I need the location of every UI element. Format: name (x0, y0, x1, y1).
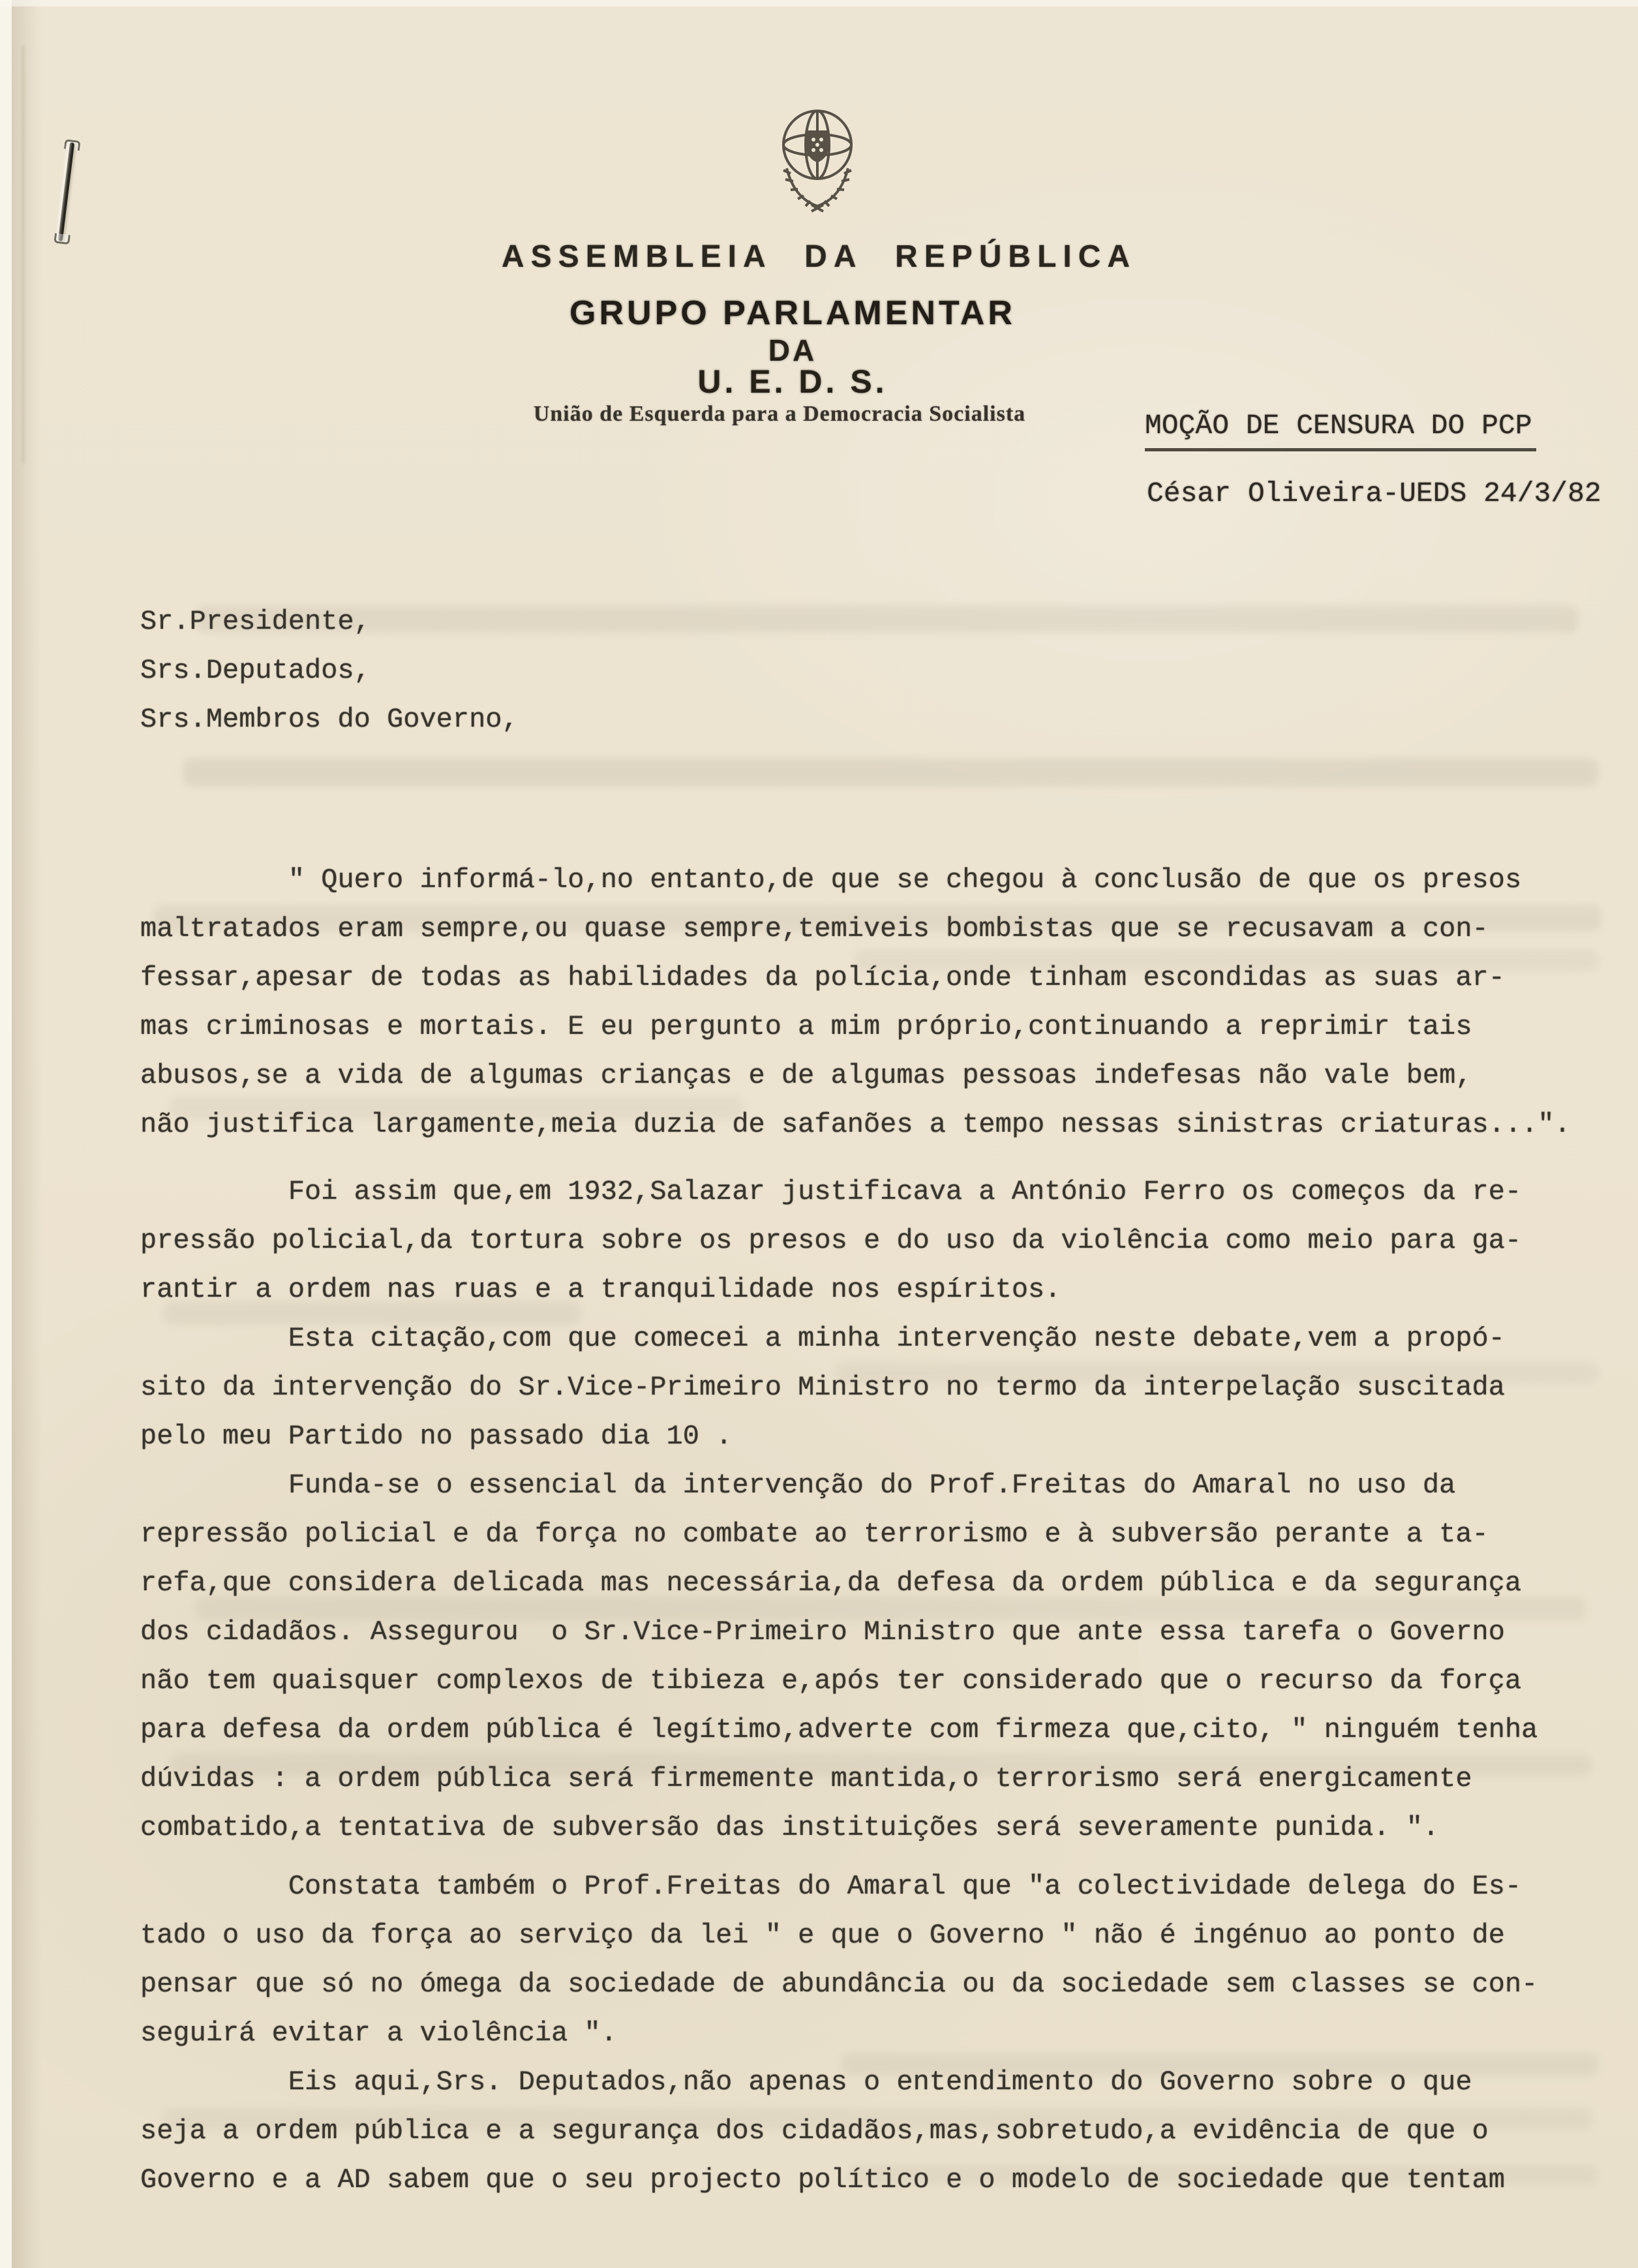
letterhead-institution: ASSEMBLEIA DA REPÚBLICA (501, 239, 1137, 274)
body-line: seguirá evitar a violência ". (140, 2018, 617, 2049)
body-line: não tem quaisquer complexos de tibieza e,após ter considerado que o recurso da força (140, 1665, 1522, 1697)
staple-wire (58, 142, 74, 241)
portugal-coat-of-arms-icon (768, 104, 866, 220)
scan-edge-top (0, 0, 1638, 7)
body-line: para defesa da ordem pública é legítimo,adverte com firmeza que,cito, " ninguém tenha (140, 1714, 1538, 1746)
staple (51, 139, 80, 245)
body-line: fessar,apesar de todas as habilidades da polícia,onde tinham escondidas as suas ar- (140, 962, 1505, 993)
salutation-line: Srs.Deputados, (140, 655, 371, 686)
body-line: dúvidas : a ordem pública será firmemente mantida,o terrorismo será energicamente (140, 1763, 1472, 1794)
letterhead-group-parlamentar: GRUPO PARLAMENTAR (569, 294, 1016, 332)
bleedthrough-smudge (183, 758, 1598, 787)
body-line: combatido,a tentativa de subversão das instituições será severamente punida. ". (140, 1812, 1440, 1843)
letterhead-group-da: DA (768, 333, 817, 367)
body-line: tado o uso da força ao serviço da lei " e que o Governo " não é ingénuo ao ponto de (140, 1920, 1505, 1951)
author-date-line: César Oliveira-UEDS 24/3/82 (1147, 477, 1601, 509)
salutation-line: Srs.Membros do Governo, (140, 704, 519, 735)
body-line: dos cidadãos. Assegurou o Sr.Vice-Primeiro Ministro que ante essa tarefa o Governo (140, 1616, 1505, 1648)
body-line: Esta citação,com que comecei a minha intervenção neste debate,vem a propó- (140, 1323, 1505, 1354)
body-line: sito da intervenção do Sr.Vice-Primeiro Ministro no termo da interpelação suscitada (140, 1372, 1505, 1403)
body-line: Funda-se o essencial da intervenção do Prof.Freitas do Amaral no uso da (140, 1470, 1456, 1501)
body-line: não justifica largamente,meia duzia de safanões a tempo nessas sinistras criaturas...". (140, 1109, 1571, 1140)
body-line: seja a ordem pública e a segurança dos cidadãos,mas,sobretudo,a evidência de que o (140, 2115, 1489, 2147)
body-line: Governo e a AD sabem que o seu projecto político e o modelo de sociedade que tentam (140, 2164, 1505, 2196)
motion-title: MOÇÃO DE CENSURA DO PCP (1145, 410, 1536, 451)
body-line: Foi assim que,em 1932,Salazar justificava a António Ferro os começos da re- (140, 1176, 1522, 1207)
body-line: Eis aqui,Srs. Deputados,não apenas o entendimento do Governo sobre o que (140, 2066, 1472, 2098)
body-line: pressão policial,da tortura sobre os presos e do uso da violência como meio para ga- (140, 1225, 1522, 1256)
body-line: mas criminosas e mortais. E eu pergunto a mim próprio,continuando a reprimir tais (140, 1011, 1472, 1042)
speech-body (140, 856, 1571, 2205)
body-line: rantir a ordem nas ruas e a tranquilidade nos espíritos. (140, 1274, 1061, 1305)
body-line: pelo meu Partido no passado dia 10 . (140, 1421, 733, 1452)
body-line: repressão policial e da força no combate ao terrorismo e à subversão perante a ta- (140, 1519, 1489, 1550)
letterhead-group-ueds: U. E. D. S. (697, 363, 888, 400)
body-line: " Quero informá-lo,no entanto,de que se chegou à conclusão de que os presos (140, 864, 1522, 896)
body-line: abusos,se a vida de algumas crianças e de algumas pessoas indefesas não vale bem, (140, 1060, 1472, 1091)
letterhead-subtitle: União de Esquerda para a Democracia Socialista (533, 402, 1026, 426)
salutation-block (140, 597, 519, 744)
body-line: Constata também o Prof.Freitas do Amaral que "a colectividade delega do Es- (140, 1871, 1522, 1902)
body-line: maltratados eram sempre,ou quase sempre,temiveis bombistas que se recusavam a con- (140, 913, 1489, 945)
body-line: pensar que só no ómega da sociedade de abundância ou da sociedade sem classes se con- (140, 1969, 1538, 2000)
salutation-line: Sr.Presidente, (140, 606, 371, 637)
body-line: refa,que considera delicada mas necessária,da defesa da ordem pública e da segurança (140, 1567, 1522, 1599)
